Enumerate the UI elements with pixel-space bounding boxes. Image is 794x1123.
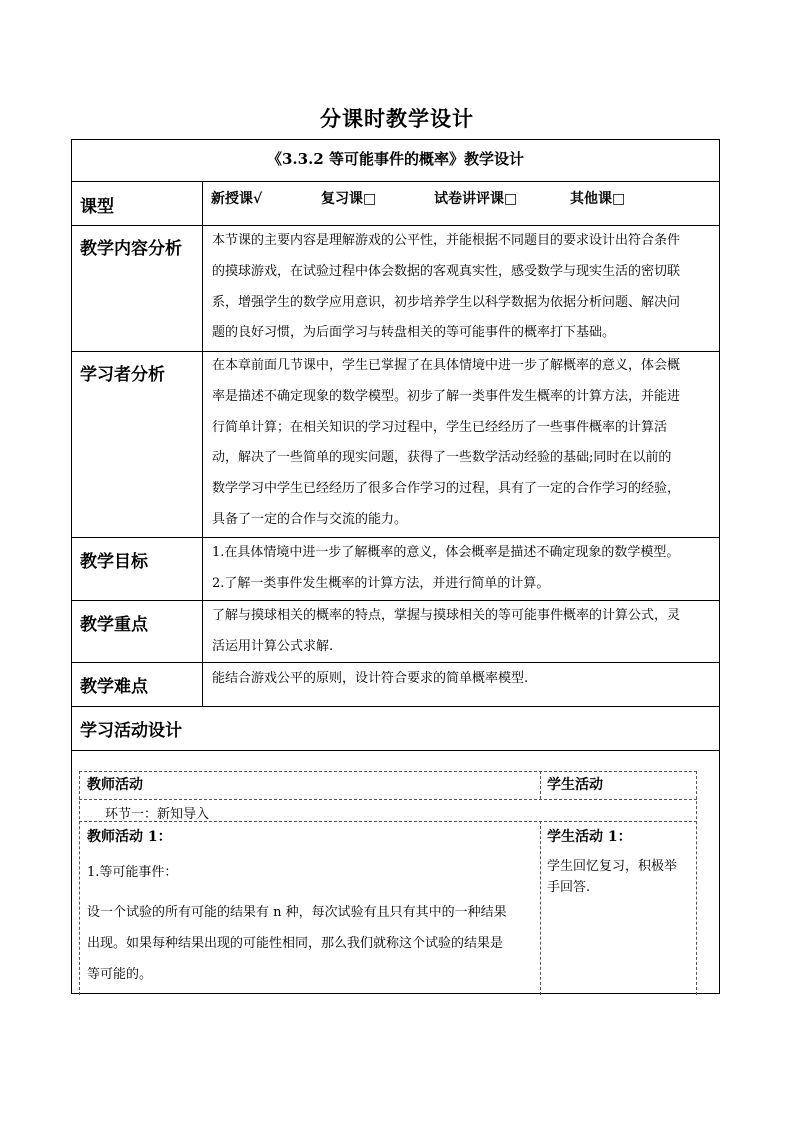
teacher-text-line: 出现。如果每种结果出现的可能性相同，那么我们就称这个试验的结果是 bbox=[87, 936, 504, 951]
text-line: 活运用计算公式求解. bbox=[212, 638, 334, 654]
text-line: 动，解决了一些简单的现实问题，获得了一些数学活动经验的基础;同时在以前的 bbox=[212, 450, 672, 466]
text-line: 系，增强学生的数学应用意识，初步培养学生以科学数据为依据分析问题、解决问 bbox=[212, 294, 681, 310]
objectives-text bbox=[212, 538, 717, 600]
table-title: 《3.3.2 等可能事件的概率》教学设计 bbox=[267, 150, 524, 168]
text-line: 具备了一定的合作与交流的能力。 bbox=[212, 511, 408, 527]
activity-table bbox=[79, 771, 697, 995]
content-analysis-text bbox=[212, 226, 717, 349]
text-line: 了解与摸球相关的概率的特点，掌握与摸球相关的等可能事件概率的计算公式，灵 bbox=[212, 608, 681, 623]
teacher-text-line: 设一个试验的所有可能的结果有 n 种，每次试验有且只有其中的一种结果 bbox=[87, 905, 507, 920]
option-test-review: 试卷讲评课□ bbox=[434, 191, 518, 207]
text-line: 能结合游戏公平的原则，设计符合要求的简单概率模型. bbox=[212, 671, 529, 686]
activity-design-label: 学习活动设计 bbox=[80, 721, 182, 741]
text-line: 率是描述不确定现象的数学模型。初步了解一类事件发生概率的计算方法，并能进 bbox=[212, 388, 681, 404]
difficulties-label: 教学难点 bbox=[80, 677, 148, 697]
key-points-text bbox=[212, 601, 717, 663]
text-line: 数学学习中学生已经经历了很多合作学习的过程，具有了一定的合作学习的经验， bbox=[212, 481, 681, 497]
teacher-activity-header: 教师活动 bbox=[87, 777, 143, 793]
page-title: 分课时教学设计 bbox=[320, 106, 474, 131]
teacher-text-line: 等可能的。 bbox=[87, 967, 153, 982]
objectives-label: 教学目标 bbox=[80, 552, 148, 572]
lesson-type-label: 课型 bbox=[80, 197, 114, 217]
teacher-activity-title: 教师活动 1： bbox=[87, 829, 172, 845]
option-other: 其他课□ bbox=[570, 191, 626, 207]
learner-analysis-text bbox=[212, 351, 717, 536]
learner-analysis-label: 学习者分析 bbox=[80, 365, 165, 385]
text-line: 行简单计算；在相关知识的学习过程中，学生已经经历了一些事件概率的计算活 bbox=[212, 419, 668, 435]
content-analysis-label: 教学内容分析 bbox=[80, 239, 182, 259]
text-line: 本节课的主要内容是理解游戏的公平性，并能根据不同题目的要求设计出符合条件 bbox=[212, 233, 681, 248]
text-line: 2.了解一类事件发生概率的计算方法，并进行简单的计算。 bbox=[212, 575, 550, 591]
difficulties-text bbox=[212, 664, 717, 695]
text-line: 1.在具体情境中进一步了解概率的意义，体会概率是描述不确定现象的数学模型。 bbox=[212, 545, 680, 560]
section-title: 环节一：新知导入 bbox=[105, 807, 210, 822]
text-line: 的摸球游戏，在试验过程中体会数据的客观真实性，感受数学与现实生活的密切联 bbox=[212, 263, 681, 279]
student-text-line: 学生回忆复习，积极举 bbox=[547, 859, 678, 874]
text-line: 题的良好习惯，为后面学习与转盘相关的等可能事件的概率打下基础。 bbox=[212, 325, 616, 341]
student-activity-title: 学生活动 1： bbox=[547, 829, 632, 845]
text-line: 在本章前面几节课中，学生已掌握了在具体情境中进一步了解概率的意义，体会概 bbox=[212, 358, 681, 373]
option-review: 复习课□ bbox=[321, 191, 377, 207]
key-points-label: 教学重点 bbox=[80, 615, 148, 635]
option-new-lesson: 新授课√ bbox=[211, 191, 263, 207]
student-activity-header: 学生活动 bbox=[547, 777, 603, 793]
teacher-text-line: 1.等可能事件： bbox=[87, 865, 178, 880]
student-text-line: 手回答. bbox=[547, 880, 591, 895]
